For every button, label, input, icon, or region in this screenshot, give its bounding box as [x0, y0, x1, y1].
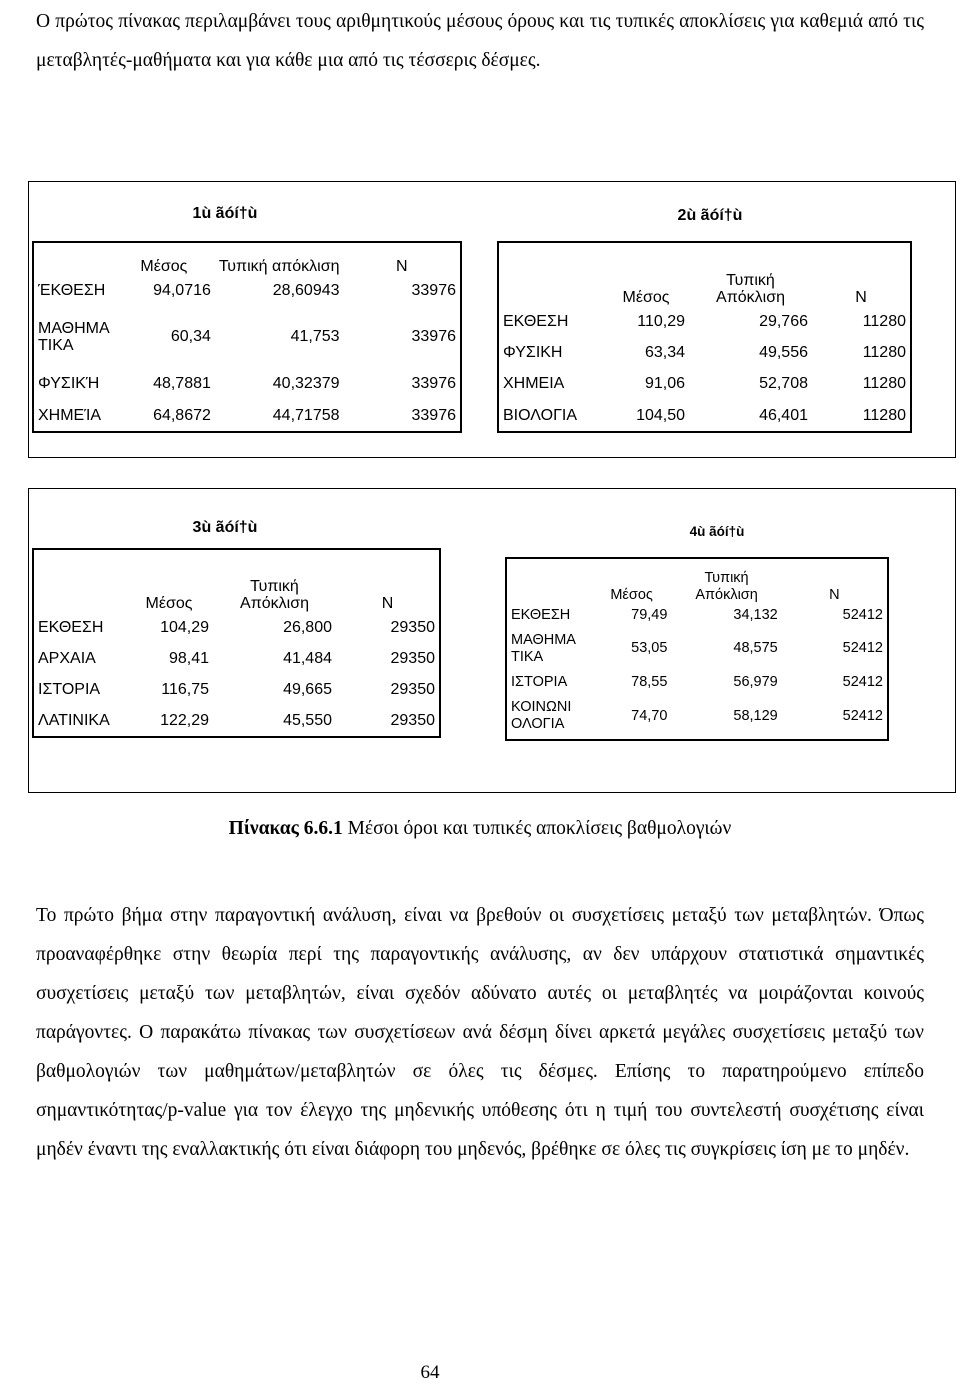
n-value: 33976 — [411, 406, 456, 424]
n-value: 29350 — [390, 619, 435, 637]
mean-value: 79,49 — [631, 606, 668, 623]
header-mean: Μέσος — [610, 587, 653, 604]
row-label: ΚΟΙΝΩΝΙ ΟΛΟΓΙΑ — [511, 699, 572, 733]
table-header-row — [33, 242, 461, 275]
stddev-value: 28,60943 — [272, 281, 340, 299]
row-label: ΜΑΘΗΜΑ ΤΙΚΑ — [511, 631, 576, 665]
row-label: ΙΣΤΟΡΙΑ — [38, 680, 101, 698]
header-n: N — [395, 257, 408, 275]
caption-label: Πίνακας 6.6.1 — [228, 818, 343, 839]
stddev-value: 46,401 — [759, 406, 808, 424]
stats-table-group-1 — [32, 241, 462, 433]
table-row — [33, 275, 461, 306]
group-2-title: 2ù ãóí†ù — [677, 207, 743, 224]
stats-table-group-2 — [497, 241, 912, 433]
stddev-value: 52,708 — [759, 375, 808, 393]
stddev-value: 56,979 — [733, 674, 778, 691]
n-value: 33976 — [411, 328, 456, 346]
body-paragraph: Το πρώτο βήμα στην παραγοντική ανάλυση, είναι να βρεθούν οι συσχετίσεις μεταξύ των μεταβλητών. Όπως προαναφέρθηκε στην θεωρία περί της παραγοντικής ανάλυσης, αν δεν υπάρχουν στατιστικά σημαντικές συσχετίσεις μεταξύ των μεταβλητών, είναι σχεδόν αδύνατο αυτές οι μεταβλητές να μοιράζονται κοινούς παράγοντες. Ο παρακάτω πίνακας των συσχετίσεων ανά δέσμη δίνει αρκετά μεγάλες συσχετίσεις μεταξύ των βαθμολογιών των μαθημάτων/μεταβλητών σε όλες τις δέσμες. Επίσης το παρατηρούμενο επίπεδο σημαντικότητας/p-value για τον έλεγχο της μηδενικής υπόθεσης ότι η τιμή του συντελεστή συσχέτισης είναι μηδέν έναντι της εναλλακτικής ότι είναι διάφορη του μηδενός, βρέθηκε σε όλες τις συγκρίσεις ίση με το μηδέν. — [36, 905, 924, 1160]
mean-value: 53,05 — [631, 640, 668, 657]
table-row — [498, 368, 911, 399]
header-stddev: Τυπική Απόκλιση — [695, 570, 758, 604]
table-row — [33, 643, 440, 674]
table-row — [33, 368, 461, 399]
table-row — [498, 306, 911, 337]
row-label: ΕΚΘΕΣΗ — [503, 312, 569, 330]
table-row — [498, 399, 911, 432]
mean-value: 104,50 — [636, 406, 685, 424]
header-stddev: Τυπική απόκλιση — [218, 257, 340, 275]
table-row — [506, 604, 888, 626]
n-value: 29350 — [390, 649, 435, 667]
intro-paragraph: Ο πρώτος πίνακας περιλαμβάνει τους αριθμητικούς μέσους όρους και τις τυπικές αποκλίσεις για καθεμιά από τις μεταβλητές-μαθήματα και για κάθε μια από τις τέσσερις δέσμες. — [36, 11, 924, 71]
mean-value: 98,41 — [168, 649, 209, 667]
table-row — [506, 627, 888, 672]
mean-value: 63,34 — [644, 344, 685, 361]
n-value: 11280 — [862, 312, 906, 330]
header-label — [506, 558, 592, 604]
caption-text: Μέσοι όροι και τυπικές αποκλίσεις βαθμολογιών — [342, 818, 732, 839]
table-header-row — [498, 242, 911, 306]
n-value: 52412 — [842, 707, 883, 724]
mean-value: 116,75 — [161, 680, 209, 698]
table-row — [33, 399, 461, 432]
table-row — [506, 671, 888, 693]
table-row — [33, 612, 440, 643]
table-row — [33, 306, 461, 368]
n-value: 11280 — [862, 344, 906, 361]
mean-value: 94,0716 — [153, 281, 211, 299]
stddev-value: 49,665 — [283, 680, 332, 698]
header-stddev: Τυπική Απόκλιση — [240, 578, 309, 613]
row-label: ΛΑΤΙΝΙΚΑ — [38, 711, 110, 729]
mean-value: 122,29 — [160, 711, 209, 729]
row-label: ΕΚΘΕΣΗ — [511, 606, 571, 623]
n-value: 52412 — [842, 606, 883, 623]
row-label: ΕΚΘΕΣΗ — [38, 619, 104, 637]
table-header-row — [33, 549, 440, 612]
n-value: 52412 — [842, 640, 883, 657]
stddev-value: 29,766 — [759, 312, 808, 330]
mean-value: 104,29 — [160, 619, 209, 637]
n-value: 11280 — [862, 406, 906, 424]
n-value: 29350 — [390, 680, 435, 698]
row-label: ΧΗΜΕΙΑ — [503, 375, 565, 393]
table-row — [498, 337, 911, 368]
stddev-value: 44,71758 — [272, 406, 340, 424]
mean-value: 60,34 — [170, 328, 211, 346]
mean-value: 64,8672 — [153, 406, 211, 424]
mean-value: 48,7881 — [153, 375, 211, 393]
header-mean: Μέσος — [622, 288, 670, 306]
page-number: 64 — [420, 1362, 440, 1383]
group-4-title: 4ù ãóí†ù — [689, 524, 745, 539]
mean-value: 78,55 — [631, 674, 668, 691]
stats-table-group-4 — [505, 557, 889, 741]
stats-table-group-3 — [32, 548, 441, 738]
header-label — [33, 242, 113, 275]
header-label — [498, 242, 603, 306]
row-label: ΦΥΣΙΚΗ — [503, 344, 563, 361]
group-3-title: 3ù ãóí†ù — [192, 519, 258, 536]
row-label: ΒΙΟΛΟΓΙΑ — [503, 406, 577, 424]
mean-value: 110,29 — [637, 312, 685, 330]
stddev-value: 58,129 — [733, 707, 778, 724]
header-n: N — [855, 288, 867, 306]
header-n: N — [829, 587, 840, 604]
n-value: 11280 — [862, 375, 906, 393]
stddev-value: 34,132 — [733, 606, 778, 623]
row-label: ΦΥΣΙΚΉ — [38, 375, 100, 393]
stddev-value: 26,800 — [283, 619, 332, 637]
row-label: ΑΡΧΑΙΑ — [38, 649, 96, 667]
row-label: ΈΚΘΕΣΗ — [38, 281, 106, 299]
stddev-value: 41,484 — [283, 649, 332, 667]
header-n: N — [381, 595, 394, 613]
stddev-value: 48,575 — [733, 640, 778, 657]
table-row — [33, 704, 440, 737]
n-value: 29350 — [390, 711, 435, 729]
stddev-value: 45,550 — [283, 711, 332, 729]
n-value: 33976 — [411, 375, 456, 393]
stddev-value: 41,753 — [290, 328, 340, 346]
row-label: ΙΣΤΟΡΙΑ — [511, 674, 568, 691]
header-mean: Μέσος — [145, 595, 193, 613]
row-label: ΧΗΜΕΊΑ — [38, 406, 102, 424]
mean-value: 74,70 — [631, 707, 668, 724]
stddev-value: 40,32379 — [272, 375, 340, 393]
header-label — [33, 549, 125, 612]
group-1-title: 1ù ãóí†ù — [192, 205, 258, 222]
table-row — [33, 674, 440, 705]
stddev-value: 49,556 — [759, 344, 808, 361]
n-value: 33976 — [411, 281, 456, 299]
table-header-row — [506, 558, 888, 604]
mean-value: 91,06 — [644, 375, 685, 393]
table-caption — [0, 818, 960, 840]
row-label: ΜΑΘΗΜΑ ΤΙΚΑ — [38, 319, 109, 354]
header-mean: Μέσος — [140, 257, 188, 275]
table-row — [506, 694, 888, 740]
n-value: 52412 — [842, 674, 883, 691]
header-stddev: Τυπική Απόκλιση — [716, 271, 785, 306]
